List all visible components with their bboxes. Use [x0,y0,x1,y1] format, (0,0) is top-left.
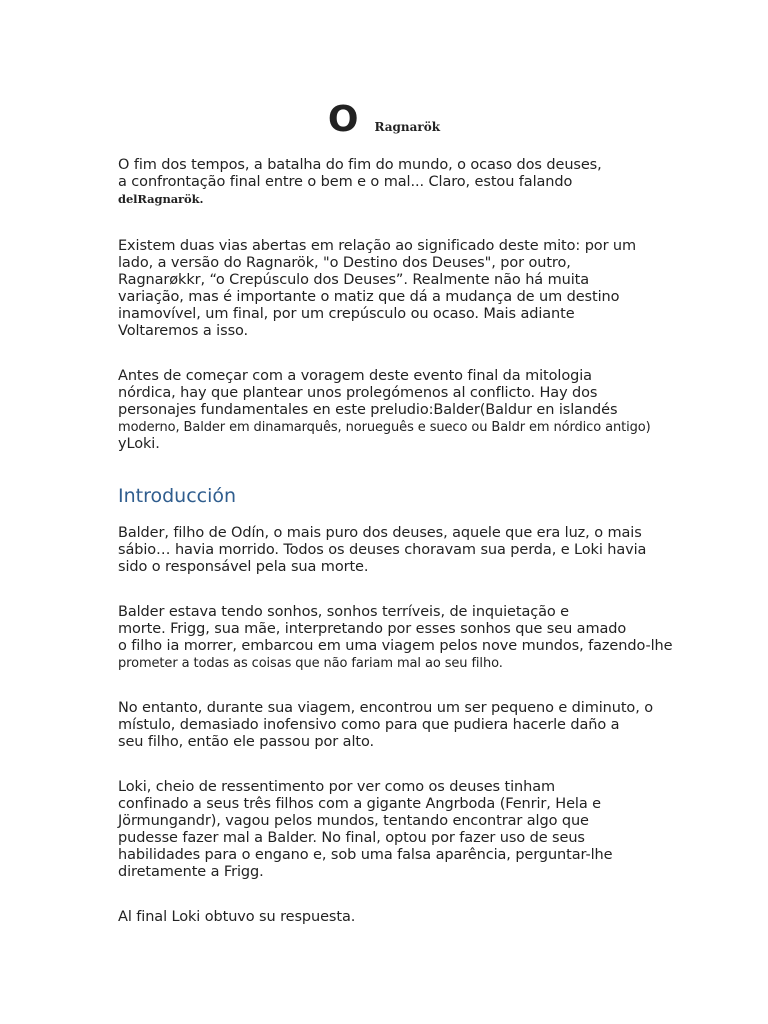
text-line: variação, mas é importante o matiz que dá a mudança de um destino [118,289,620,305]
text-line: sábio… havia morrido. Todos os deuses choravam sua perda, e Loki havia [118,542,647,558]
text-line: seu filho, então ele passou por alto. [118,734,374,750]
section-heading: Introducción [118,485,237,507]
title-word: Ragnarök [374,120,441,134]
text-line: Existem duas vias abertas em relação ao significado deste mito: por um [118,238,637,254]
text-line: No entanto, durante sua viagem, encontrou um ser pequeno e diminuto, o [118,700,653,716]
paragraph-balder [118,525,768,576]
text-line: Antes de começar com a voragem deste evento final da mitologia [118,368,592,384]
document-title [118,100,650,140]
text-line: místulo, demasiado inofensivo como para que pudiera hacerle daño a [118,717,620,733]
text-line: O fim dos tempos, a batalha do fim do mundo, o ocaso dos deuses, [118,157,602,173]
text-line: nórdica, hay que plantear unos prolegómenos al conflicto. Hay dos [118,385,598,401]
text-line: yLoki. [118,436,160,452]
paragraph-mistletoe [118,700,768,751]
text-line: lado, a versão do Ragnarök, "o Destino dos Deuses", por outro, [118,255,571,271]
text-line: a confrontação final entre o bem e o mal... Claro, estou falando [118,174,573,190]
text-line: habilidades para o engano e, sob uma falsa aparência, perguntar-lhe [118,847,613,863]
text-line: Ragnarøkkr, “o Crepúsculo dos Deuses”. Realmente não há muita [118,272,590,288]
text-line: moderno, Balder em dinamarquês, norueguês e sueco ou Baldr em nórdico antigo) [118,420,651,435]
paragraph-answer [118,909,768,926]
text-line: prometer a todas as coisas que não fariam mal ao seu filho. [118,656,503,671]
text-line: sido o responsável pela sua morte. [118,559,369,575]
text-line: delRagnarök. [118,192,204,206]
text-line: pudesse fazer mal a Balder. No final, optou por fazer uso de seus [118,830,585,846]
text-line: diretamente a Frigg. [118,864,264,880]
paragraph-loki [118,779,768,881]
text-line: morte. Frigg, sua mãe, interpretando por esses sonhos que seu amado [118,621,627,637]
text-line: Loki, cheio de ressentimento por ver como os deuses tinham [118,779,556,795]
paragraph-meanings [118,238,768,340]
text-line: Al final Loki obtuvo su respuesta. [118,909,356,925]
paragraph-intro [118,157,768,208]
text-line: o filho ia morrer, embarcou em uma viagem pelos nove mundos, fazendo-lhe [118,638,673,654]
text-line: personajes fundamentales en este preludio:Balder(Baldur en islandés [118,402,618,418]
text-line: Jörmungandr), vagou pelos mundos, tentando encontrar algo que [118,813,589,829]
text-line: confinado a seus três filhos com a gigante Angrboda (Fenrir, Hela e [118,796,601,812]
text-line: Balder estava tendo sonhos, sonhos terríveis, de inquietação e [118,604,569,620]
title-large-letter: O [327,99,359,140]
text-line: Balder, filho de Odín, o mais puro dos deuses, aquele que era luz, o mais [118,525,642,541]
text-line: Voltaremos a isso. [118,323,249,339]
text-line: inamovível, um final, por um crepúsculo ou ocaso. Mais adiante [118,306,575,322]
paragraph-dreams [118,604,768,672]
paragraph-prelude [118,368,768,453]
